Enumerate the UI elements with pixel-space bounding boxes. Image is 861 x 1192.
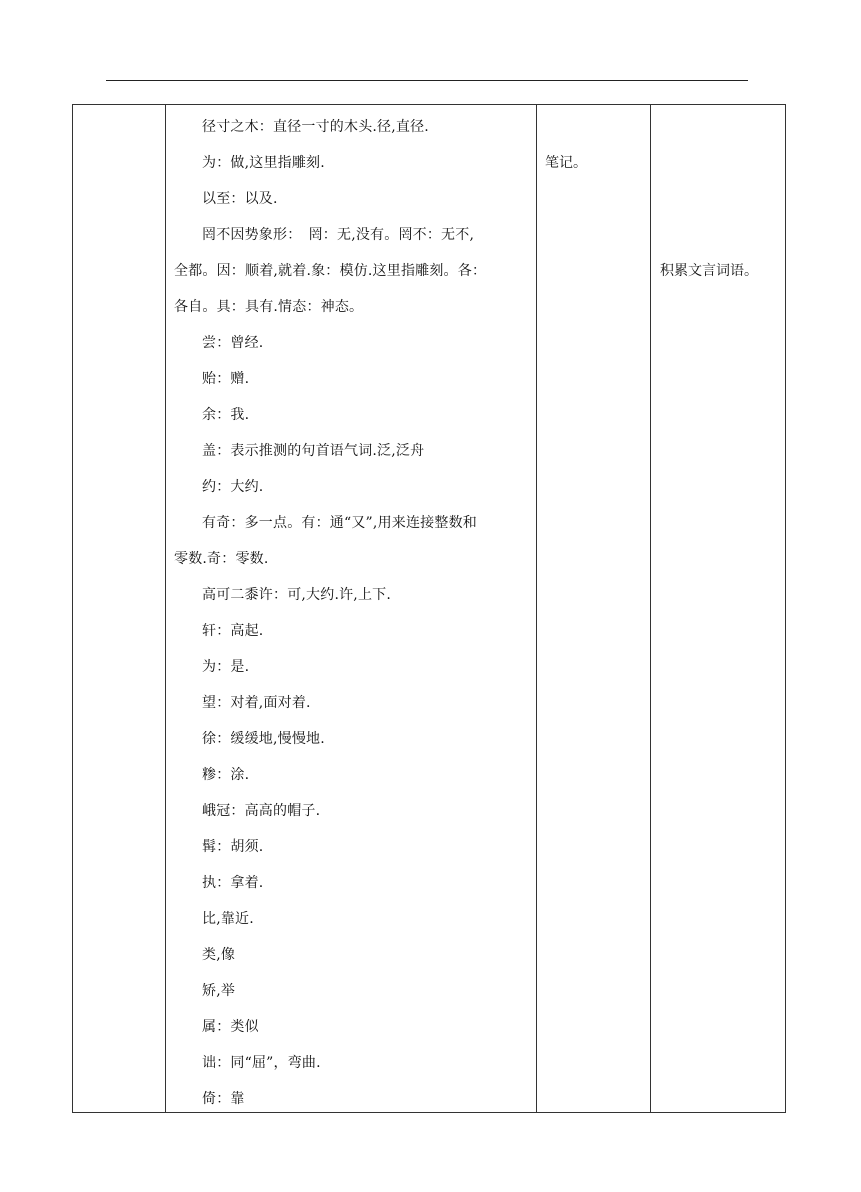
column-divider bbox=[536, 105, 537, 1112]
note-line: 以至：以及. bbox=[202, 191, 278, 207]
vocabulary-notes-cell bbox=[166, 105, 536, 1117]
note-line: 径寸之木：直径一寸的木头.径,直径. bbox=[202, 119, 429, 135]
design-intent-text: 积累文言词语。 bbox=[660, 263, 758, 279]
note-line: 望：对着,面对着. bbox=[202, 695, 311, 711]
note-line: 执：拿着. bbox=[202, 875, 264, 891]
note-line: 尝：曾经. bbox=[202, 335, 264, 351]
lesson-table bbox=[72, 104, 786, 1113]
note-line: 峨冠：高高的帽子. bbox=[202, 803, 321, 819]
note-line: 类,像 bbox=[202, 947, 236, 963]
note-line: 高可二黍许：可,大约.许,上下. bbox=[202, 587, 391, 603]
note-line: 矫,举 bbox=[202, 983, 236, 999]
note-line: 贻：赠. bbox=[202, 371, 250, 387]
note-line: 徐：缓缓地,慢慢地. bbox=[202, 731, 325, 747]
note-line: 罔不因势象形： 罔：无,没有。罔不：无不, bbox=[202, 227, 475, 243]
note-line: 余：我. bbox=[202, 407, 250, 423]
note-line: 零数.奇：零数. bbox=[174, 551, 269, 567]
note-line: 约：大约. bbox=[202, 479, 264, 495]
note-line: 髯：胡须. bbox=[202, 839, 264, 855]
note-line: 为：是. bbox=[202, 659, 250, 675]
note-line: 比,靠近. bbox=[202, 911, 254, 927]
note-line: 全都。因：顺着,就着.象：模仿.这里指雕刻。各： bbox=[174, 263, 487, 279]
note-line: 轩：高起. bbox=[202, 623, 264, 639]
note-line: 诎：同“屈”，弯曲. bbox=[202, 1055, 321, 1071]
student-activity-text: 笔记。 bbox=[545, 155, 587, 171]
note-line: 盖：表示推测的句首语气词.泛,泛舟 bbox=[202, 443, 425, 459]
note-line: 有奇：多一点。有：通“又”,用来连接整数和 bbox=[202, 515, 477, 531]
column-divider bbox=[650, 105, 651, 1112]
note-line: 倚：靠 bbox=[202, 1091, 245, 1107]
note-line: 糁：涂. bbox=[202, 767, 250, 783]
note-line: 属：类似 bbox=[202, 1019, 259, 1035]
header-rule bbox=[106, 80, 748, 81]
note-line: 为：做,这里指雕刻. bbox=[202, 155, 325, 171]
note-line: 各自。具：具有.情态：神态。 bbox=[174, 299, 364, 315]
